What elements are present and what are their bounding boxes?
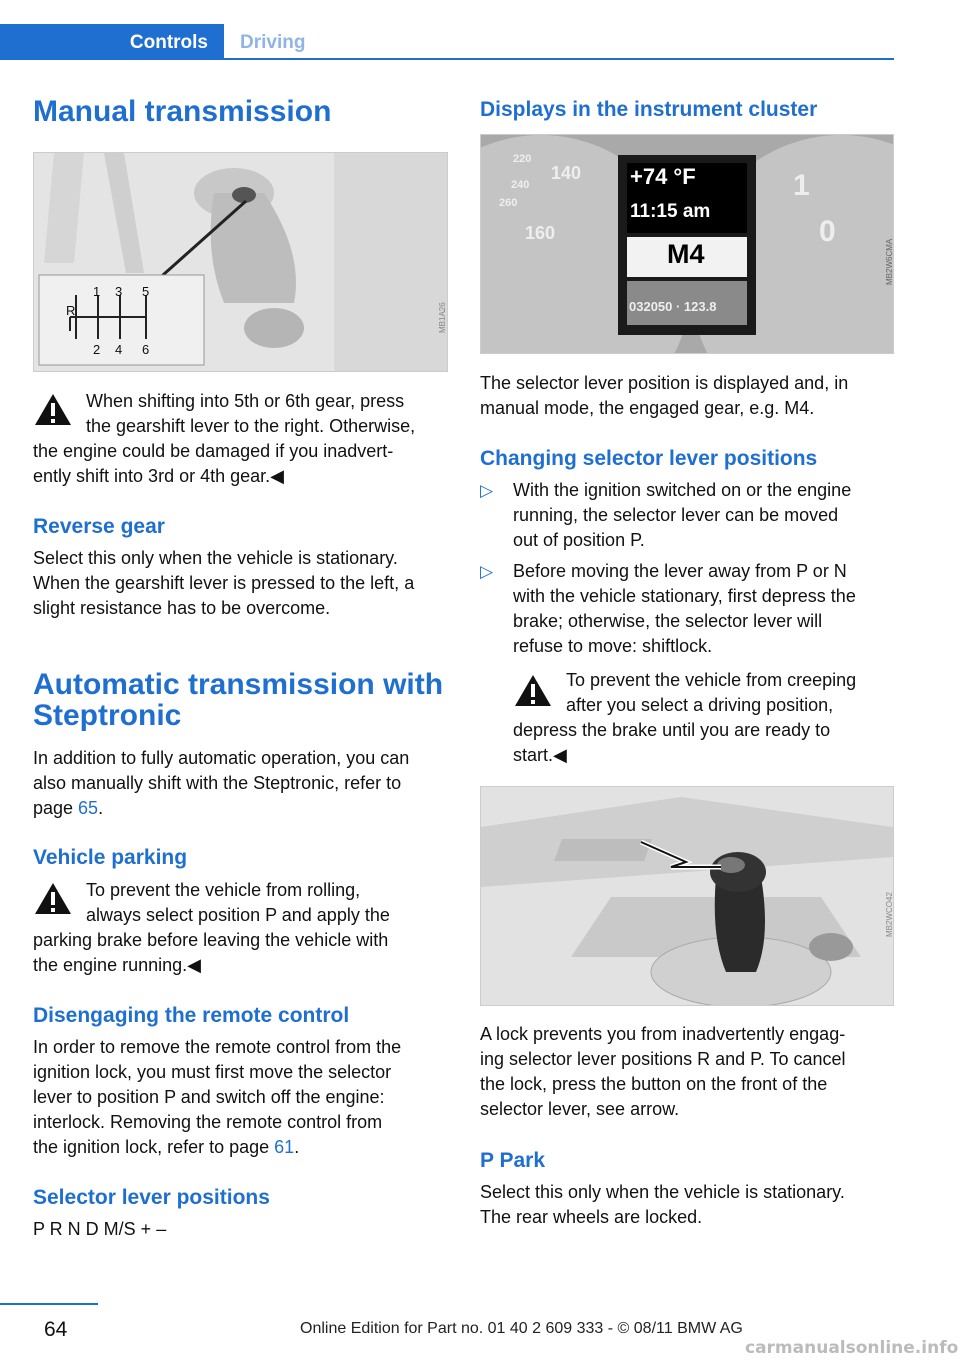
warning-text-line: the gearshift lever to the right. Otherwise, xyxy=(86,416,416,436)
paragraph-line: The rear wheels are locked. xyxy=(480,1207,703,1227)
text-fragment: page xyxy=(33,798,79,818)
warning-text-line: always select position P and apply the xyxy=(86,905,390,925)
time-readout: 11:15 am xyxy=(630,201,711,222)
tick-label: 240 xyxy=(511,179,530,191)
p-park-heading: P Park xyxy=(480,1149,545,1172)
automatic-transmission-title: Automatic transmission with xyxy=(33,668,444,701)
selector-lever-illustration xyxy=(481,787,893,1005)
temperature-readout: +74 °F xyxy=(630,164,696,189)
warning-text-line: the engine could be damaged if you inadvert- xyxy=(33,441,394,461)
paragraph-line: interlock. Removing the remote control from xyxy=(33,1112,383,1132)
gearshift-illustration xyxy=(34,153,447,371)
tick-label: 140 xyxy=(551,163,582,183)
list-item-line: brake; otherwise, the selector lever will xyxy=(513,611,823,631)
paragraph-line: The selector lever position is displayed and, in xyxy=(480,373,849,393)
tick-label: 220 xyxy=(513,153,532,165)
gearshift-figure xyxy=(33,152,448,372)
list-item-line: running, the selector lever can be moved xyxy=(513,505,839,525)
changing-positions-heading: Changing selector lever positions xyxy=(480,447,818,470)
gear-label-3: 3 xyxy=(115,284,123,299)
paragraph-line: In order to remove the remote control from the xyxy=(33,1037,402,1057)
figure-code: MB2W6CMA xyxy=(885,238,894,285)
paragraph-line: Select this only when the vehicle is stationary. xyxy=(480,1182,845,1202)
remote-control-heading: Disengaging the remote control xyxy=(33,1004,350,1027)
paragraph-line: lever to position P and switch off the engine: xyxy=(33,1087,385,1107)
gear-label-r: R xyxy=(66,303,76,318)
paragraph-line: When the gearshift lever is pressed to the left, a xyxy=(33,573,415,593)
warning-text-line: When shifting into 5th or 6th gear, press xyxy=(86,391,405,411)
list-item-line: With the ignition switched on or the engine xyxy=(513,480,852,500)
list-item-line: out of position P. xyxy=(513,530,645,550)
list-item-line: refuse to move: shiftlock. xyxy=(513,636,713,656)
warning-icon xyxy=(513,673,553,708)
gear-label-1: 1 xyxy=(93,284,101,299)
warning-text-line: parking brake before leaving the vehicle with xyxy=(33,930,389,950)
paragraph-line: the lock, press the button on the front of the xyxy=(480,1074,828,1094)
warning-icon xyxy=(33,392,73,427)
paragraph-line: manual mode, the engaged gear, e.g. M4. xyxy=(480,398,815,418)
paragraph-line: Select this only when the vehicle is stationary. xyxy=(33,548,398,568)
warning-icon xyxy=(33,881,73,916)
page-number: 64 xyxy=(44,1318,68,1341)
reverse-gear-heading: Reverse gear xyxy=(33,515,165,538)
bullet-marker-icon: ▷ xyxy=(480,481,494,500)
watermark: carmanualsonline.info xyxy=(745,1338,959,1358)
manual-transmission-title: Manual transmission xyxy=(33,95,332,128)
tab-driving[interactable]: Driving xyxy=(240,32,306,53)
paragraph-line: In addition to fully automatic operation, you can xyxy=(33,748,410,768)
page-link-61[interactable]: 61 xyxy=(274,1137,295,1157)
selector-lever-figure xyxy=(480,786,894,1006)
warning-text-line: after you select a driving position, xyxy=(566,695,834,715)
warning-text-line: To prevent the vehicle from rolling, xyxy=(86,880,361,900)
edition-text: Online Edition for Part no. 01 40 2 609 333 - © 08/11 BMW AG xyxy=(300,1320,743,1337)
paragraph-line: selector lever, see arrow. xyxy=(480,1099,680,1119)
instrument-cluster-heading: Displays in the instrument cluster xyxy=(480,98,818,121)
list-item-line: with the vehicle stationary, first depress the xyxy=(513,586,856,606)
paragraph-line: ignition lock, you must first move the selector xyxy=(33,1062,392,1082)
paragraph-line xyxy=(33,1135,299,1160)
gear-readout: M4 xyxy=(667,239,705,269)
tick-label: 0 xyxy=(819,215,836,248)
warning-text-line: depress the brake until you are ready to xyxy=(513,720,831,740)
gear-label-4: 4 xyxy=(115,342,123,357)
gear-label-5: 5 xyxy=(142,284,150,299)
instrument-cluster-figure xyxy=(480,134,894,354)
figure-code: MB1A26 xyxy=(438,302,447,333)
warning-text-line: the engine running.◀ xyxy=(33,955,201,975)
paragraph-line: A lock prevents you from inadvertently engag- xyxy=(480,1024,846,1044)
warning-text-line: ently shift into 3rd or 4th gear.◀ xyxy=(33,466,284,486)
paragraph-line: ing selector lever positions R and P. To cancel xyxy=(480,1049,846,1069)
gear-label-6: 6 xyxy=(142,342,150,357)
selector-positions-heading: Selector lever positions xyxy=(33,1186,270,1209)
header-rule xyxy=(224,58,894,60)
vehicle-parking-heading: Vehicle parking xyxy=(33,846,188,869)
gear-label-2: 2 xyxy=(93,342,101,357)
page-link-65[interactable]: 65 xyxy=(78,798,99,818)
text-fragment: . xyxy=(294,1137,300,1157)
bullet-marker-icon: ▷ xyxy=(480,562,494,581)
footer-rule xyxy=(0,1303,98,1305)
paragraph-line: also manually shift with the Steptronic, refer to xyxy=(33,773,402,793)
tab-controls[interactable]: Controls xyxy=(0,24,224,60)
text-fragment: . xyxy=(98,798,104,818)
automatic-transmission-title: Steptronic xyxy=(33,699,182,732)
tick-label: 260 xyxy=(499,197,518,209)
tick-label: 160 xyxy=(525,223,556,243)
odometer-readout: 032050 · 123.8 xyxy=(629,299,717,314)
list-item-line: Before moving the lever away from P or N xyxy=(513,561,847,581)
selector-positions-text: P R N D M/S + – xyxy=(33,1219,167,1239)
tick-label: 1 xyxy=(793,169,810,202)
warning-text-line: start.◀ xyxy=(513,745,567,765)
text-fragment: the ignition lock, refer to page xyxy=(33,1137,275,1157)
paragraph-line: slight resistance has to be overcome. xyxy=(33,598,331,618)
paragraph-line xyxy=(33,796,103,821)
figure-code: MB2WCO42 xyxy=(885,892,894,937)
warning-text-line: To prevent the vehicle from creeping xyxy=(566,670,857,690)
